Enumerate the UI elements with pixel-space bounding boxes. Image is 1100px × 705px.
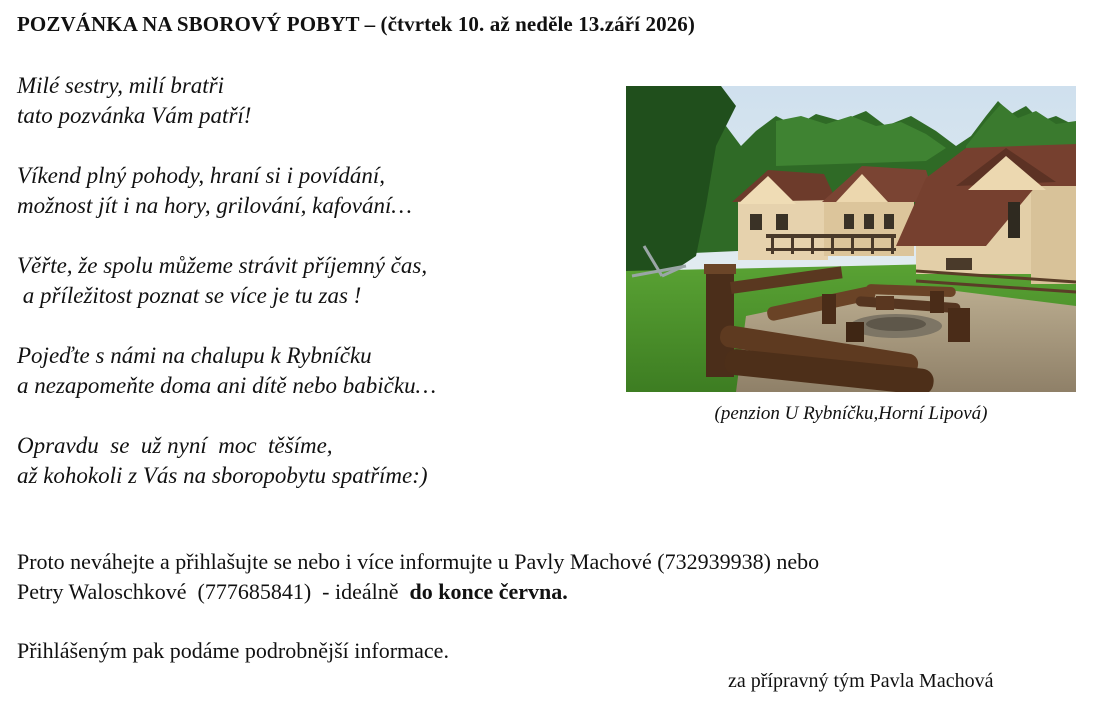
- poem-stanza: [17, 161, 617, 221]
- poem-line: možnost jít i na hory, grilování, kafování…: [17, 193, 412, 218]
- invitation-title: POZVÁNKA NA SBOROVÝ POBYT – (čtvrtek 10. až neděle 13.září 2026): [17, 12, 695, 36]
- invitation-poem: [17, 71, 617, 521]
- poem-stanza: [17, 71, 617, 131]
- poem-line: Víkend plný pohody, hraní si i povídání,: [17, 163, 385, 188]
- contact-line: Proto neváhejte a přihlašujte se nebo i více informujte u Pavly Machové (732939938) nebo: [17, 549, 820, 574]
- deadline-emphasis: do konce června.: [409, 579, 568, 604]
- contact-line: [17, 577, 1087, 607]
- poem-line: Opravdu se už nyní moc těšíme,: [17, 433, 333, 458]
- poem-line: Věřte, že spolu můžeme strávit příjemný čas,: [17, 253, 428, 278]
- guesthouse-photo: [626, 86, 1076, 392]
- poem-line: a nezapomeňte doma ani dítě nebo babičku…: [17, 373, 437, 398]
- poem-stanza: [17, 431, 617, 491]
- photo-caption: (penzion U Rybníčku,Horní Lipová): [714, 403, 988, 424]
- contact-line-text: Petry Waloschkové (777685841) - ideálně: [17, 579, 410, 604]
- contact-paragraph: [17, 547, 1087, 607]
- poem-line: až kohokoli z Vás na sboropobytu spatříme:): [17, 463, 428, 488]
- poem-line: Milé sestry, milí bratři: [17, 73, 224, 98]
- followup-note: Přihlášeným pak podáme podrobnější informace.: [17, 638, 449, 663]
- poem-line: a příležitost poznat se více je tu zas !: [17, 283, 362, 308]
- poem-stanza: [17, 341, 617, 401]
- poem-stanza: [17, 251, 617, 311]
- signature: za přípravný tým Pavla Machová: [728, 670, 994, 692]
- poem-line: tato pozvánka Vám patří!: [17, 103, 252, 128]
- poem-line: Pojeďte s námi na chalupu k Rybníčku: [17, 343, 372, 368]
